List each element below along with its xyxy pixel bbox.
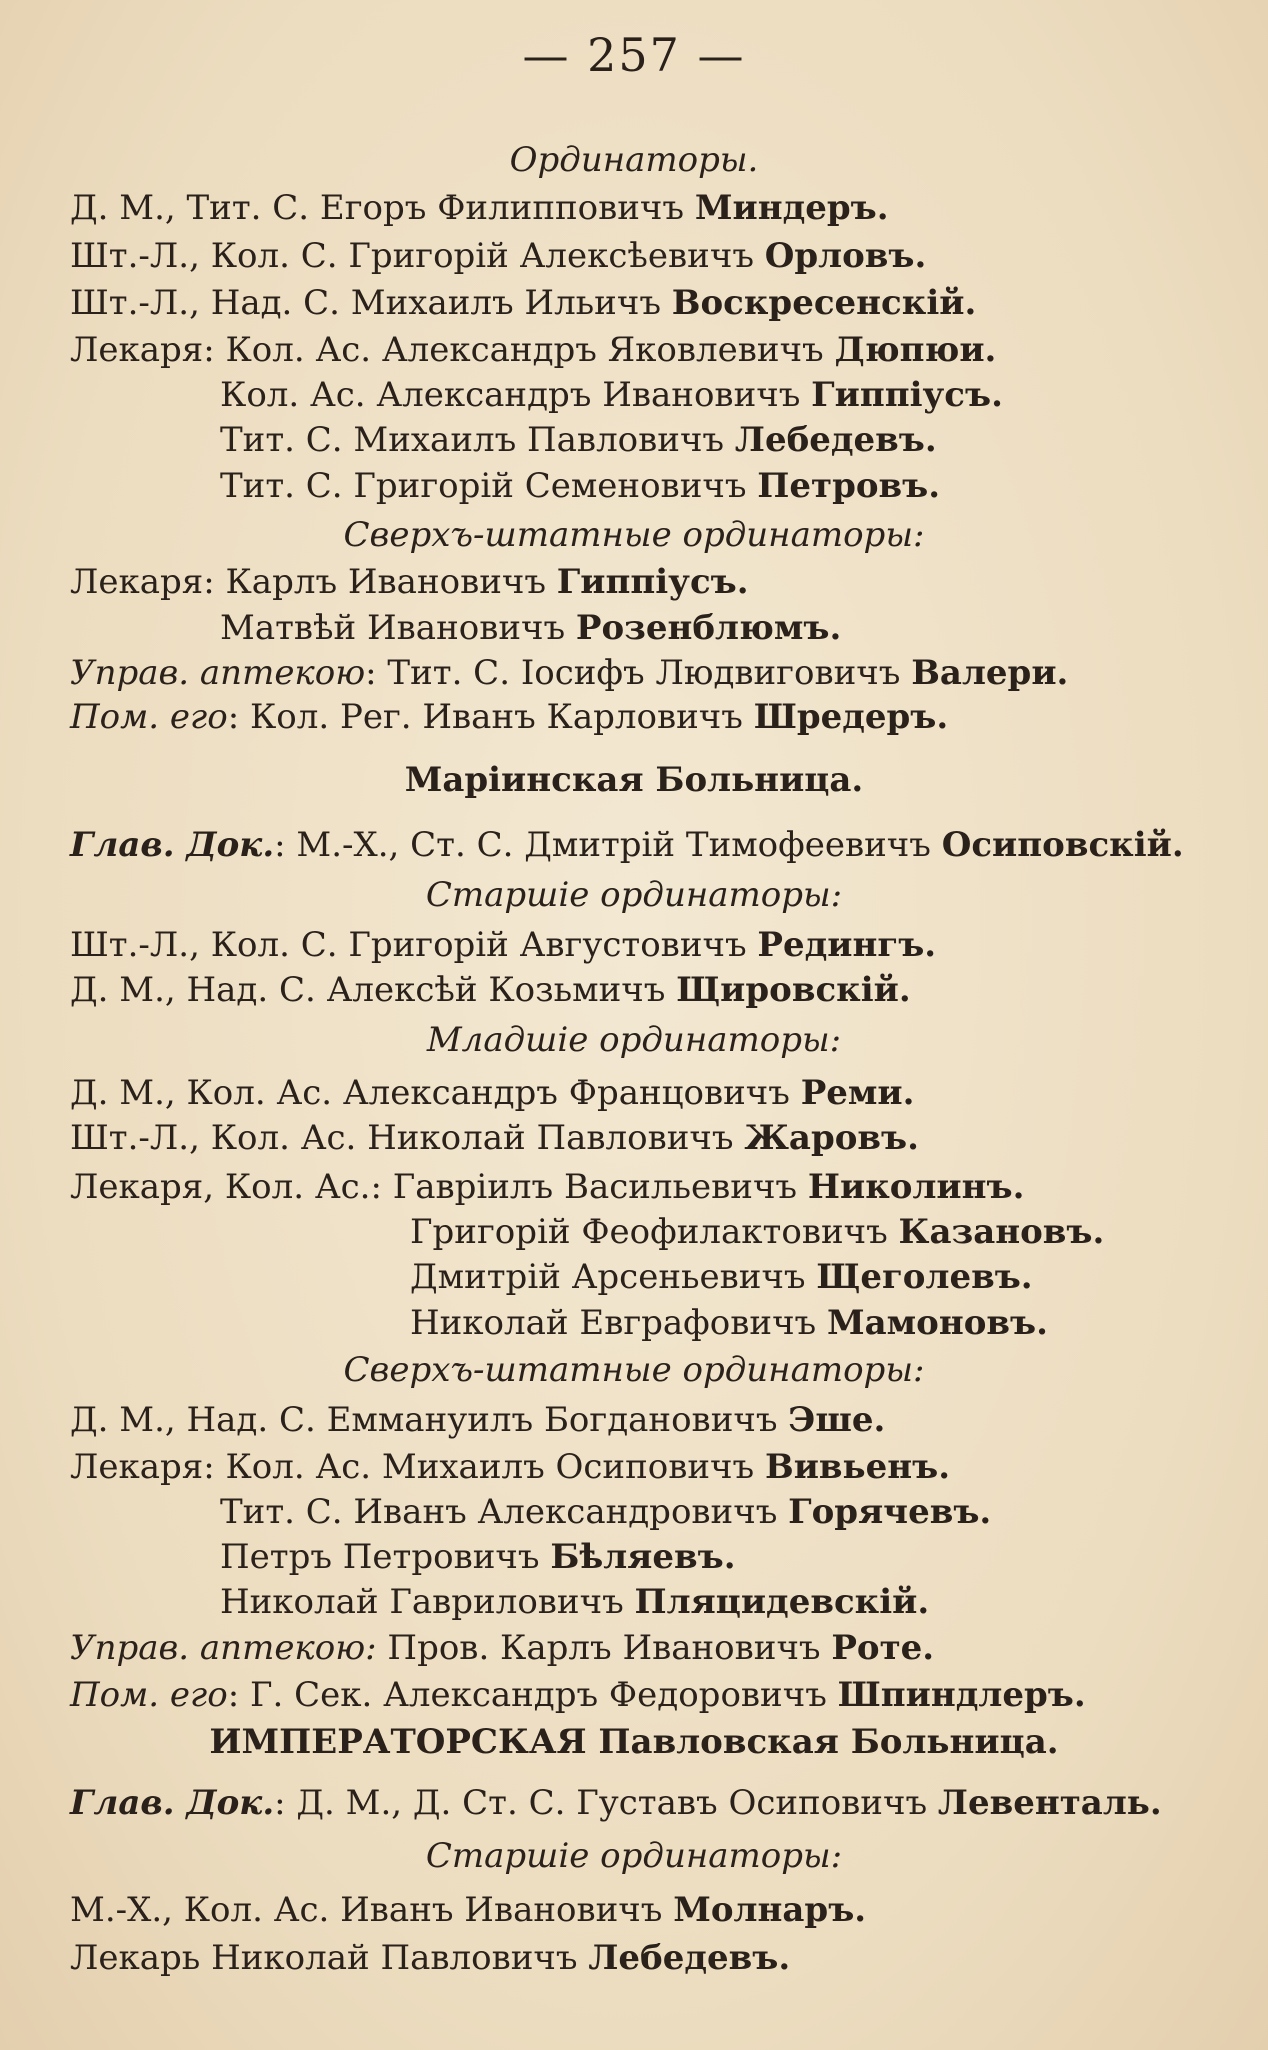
surname: Горячевъ.: [788, 1492, 992, 1532]
staff-entry: [220, 1582, 929, 1622]
rank-and-name: Николай Евграфовичъ: [410, 1303, 827, 1343]
staff-entry: [70, 653, 1068, 693]
rank-and-name: Дмитрій Арсеньевичъ: [410, 1257, 817, 1297]
position-title: Управ. аптекою: [70, 653, 366, 693]
surname: Реми.: [800, 1073, 915, 1113]
rank-and-name: Кол. Ас. Александръ Ивановичъ: [220, 375, 812, 415]
surname: Орловъ.: [764, 236, 927, 276]
rank-and-name: : Кол. Рег. Иванъ Карловичъ: [227, 697, 754, 737]
surname: Валери.: [911, 653, 1069, 693]
surname: Вивьенъ.: [764, 1447, 951, 1487]
staff-entry: [70, 1447, 950, 1487]
rank-and-name: Лекаря, Кол. Ас.: Гавріилъ Васильевичъ: [70, 1167, 808, 1207]
position-title: Глав. Док.: [70, 1783, 275, 1823]
surname: Лебедевъ.: [588, 1938, 791, 1978]
rank-and-name: Шт.-Л., Кол. Ас. Николай Павловичъ: [70, 1118, 745, 1158]
surname: Осиповскій.: [941, 825, 1184, 865]
rank-and-name: Тит. С. Михаилъ Павловичъ: [220, 420, 735, 460]
staff-entry: [70, 1628, 934, 1668]
staff-entry: [70, 1118, 919, 1158]
subsection-heading: Старшіе ординаторы:: [425, 875, 843, 915]
subsection-heading: Сверхъ-штатные ординаторы:: [343, 1350, 925, 1390]
rank-and-name: Лекаря: Кол. Ас. Александръ Яковлевичъ: [70, 330, 835, 370]
rank-and-name: Пров. Карлъ Ивановичъ: [376, 1628, 832, 1668]
staff-entry: [220, 1492, 991, 1532]
staff-entry: [70, 1073, 915, 1113]
staff-entry: [70, 1167, 1024, 1207]
rank-and-name: Лекаря: Кол. Ас. Михаилъ Осиповичъ: [70, 1447, 765, 1487]
subsection-heading: Младшіе ординаторы:: [426, 1020, 842, 1060]
surname: Казановъ.: [898, 1212, 1105, 1252]
rank-and-name: : Тит. С. Іосифъ Людвиговичъ: [365, 653, 912, 693]
staff-entry: [70, 562, 749, 602]
staff-entry: [220, 466, 940, 506]
position-title: Глав. Док.: [70, 825, 275, 865]
surname: Миндеръ.: [694, 188, 889, 228]
section-heading: Маріинская Больница.: [404, 760, 864, 800]
surname: Молнаръ.: [673, 1890, 867, 1930]
surname: Воскресенскій.: [671, 283, 977, 323]
rank-and-name: Д. М., Кол. Ас. Александръ Францовичъ: [70, 1073, 801, 1113]
staff-entry: [70, 697, 948, 737]
staff-entry: [70, 330, 996, 370]
staff-entry: [220, 420, 937, 460]
surname: Гиппіусъ.: [811, 375, 1003, 415]
rank-and-name: Д. М., Над. С. Еммануилъ Богдановичъ: [70, 1400, 789, 1440]
rank-and-name: Д. М., Над. С. Алексѣй Козьмичъ: [70, 970, 677, 1010]
rank-and-name: Тит. С. Иванъ Александровичъ: [220, 1492, 789, 1532]
subsection-heading: Ординаторы.: [509, 140, 759, 180]
staff-entry: [70, 236, 926, 276]
rank-and-name: Лекарь Николай Павловичъ: [70, 1938, 589, 1978]
surname: Петровъ.: [757, 466, 941, 506]
rank-and-name: Д. М., Тит. С. Егоръ Филипповичъ: [70, 188, 695, 228]
subsection-heading: Старшіе ординаторы:: [425, 1836, 843, 1876]
rank-and-name: Николай Гавриловичъ: [220, 1582, 635, 1622]
staff-entry: [70, 188, 889, 228]
rank-and-name: : Г. Сек. Александръ Федоровичъ: [227, 1675, 838, 1715]
surname: Щировскій.: [676, 970, 911, 1010]
surname: Шпиндлеръ.: [837, 1675, 1086, 1715]
staff-entry: [70, 970, 911, 1010]
surname: Эше.: [788, 1400, 886, 1440]
rank-and-name: : Д. М., Д. Ст. С. Густавъ Осиповичъ: [274, 1783, 938, 1823]
rank-and-name: М.-Х., Кол. Ас. Иванъ Ивановичъ: [70, 1890, 674, 1930]
rank-and-name: Шт.-Л., Над. С. Михаилъ Ильичъ: [70, 283, 672, 323]
rank-and-name: Шт.-Л., Кол. С. Григорій Алексѣевичъ: [70, 236, 765, 276]
staff-entry: [410, 1303, 1048, 1343]
staff-entry: [70, 1783, 1162, 1823]
rank-and-name: : М.-Х., Ст. С. Дмитрій Тимофеевичъ: [274, 825, 942, 865]
surname: Лебедевъ.: [734, 420, 937, 460]
surname: Редингъ.: [757, 925, 937, 965]
surname: Левенталь.: [937, 1783, 1162, 1823]
page-number: — 257 —: [522, 28, 746, 82]
staff-entry: [70, 1675, 1086, 1715]
surname: Розенблюмъ.: [575, 608, 842, 648]
position-title: Управ. аптекою:: [70, 1628, 377, 1668]
surname: Роте.: [831, 1628, 935, 1668]
rank-and-name: Тит. С. Григорій Семеновичъ: [220, 466, 758, 506]
surname: Гиппіусъ.: [556, 562, 749, 602]
rank-and-name: Лекаря: Карлъ Ивановичъ: [70, 562, 557, 602]
staff-entry: [70, 825, 1184, 865]
staff-entry: [220, 375, 1003, 415]
staff-entry: [70, 1890, 866, 1930]
surname: Щеголевъ.: [816, 1257, 1033, 1297]
surname: Мамоновъ.: [826, 1303, 1048, 1343]
staff-entry: [70, 1400, 885, 1440]
subsection-heading: Сверхъ-штатные ординаторы:: [343, 515, 925, 555]
rank-and-name: Шт.-Л., Кол. С. Григорій Августовичъ: [70, 925, 758, 965]
staff-entry: [70, 1938, 790, 1978]
rank-and-name: Григорій Феофилактовичъ: [410, 1212, 899, 1252]
staff-entry: [70, 925, 936, 965]
staff-entry: [410, 1257, 1033, 1297]
rank-and-name: Петръ Петровичъ: [220, 1537, 551, 1577]
staff-entry: [410, 1212, 1104, 1252]
surname: Николинъ.: [807, 1167, 1025, 1207]
surname: Жаровъ.: [744, 1118, 919, 1158]
surname: Пляцидевскій.: [634, 1582, 930, 1622]
position-title: Пом. его: [70, 1675, 228, 1715]
staff-entry: [70, 283, 976, 323]
surname: Дюпюи.: [834, 330, 997, 370]
surname: Шредеръ.: [753, 697, 949, 737]
rank-and-name: Матвѣй Ивановичъ: [220, 608, 576, 648]
surname: Бѣляевъ.: [550, 1537, 736, 1577]
staff-entry: [220, 608, 841, 648]
section-heading: ИМПЕРАТОРСКАЯ Павловская Больница.: [209, 1722, 1059, 1762]
staff-entry: [220, 1537, 736, 1577]
position-title: Пом. его: [70, 697, 228, 737]
